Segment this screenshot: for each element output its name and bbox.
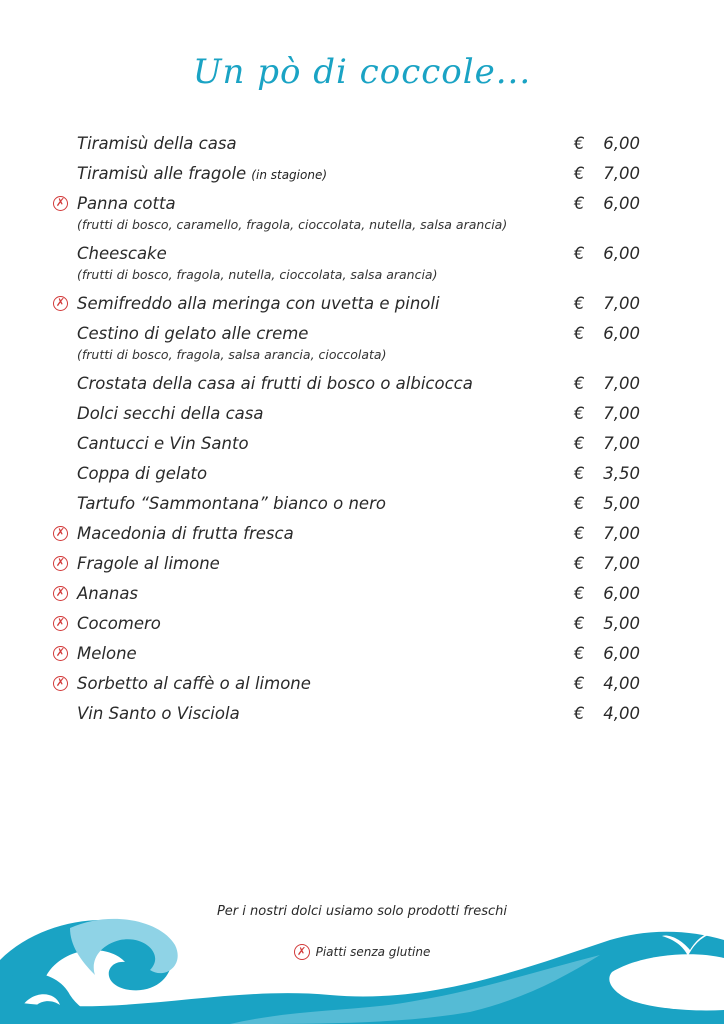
price-value: 7,00: [603, 524, 640, 543]
item-name: Macedonia di frutta fresca: [77, 524, 294, 543]
menu-item: [0, 552, 724, 576]
item-price: [574, 672, 640, 696]
menu-item: [0, 162, 724, 186]
menu-item: [0, 322, 724, 363]
gluten-free-icon: ✗: [53, 616, 68, 631]
gluten-free-icon: ✗: [53, 196, 68, 211]
menu-item: [0, 372, 724, 396]
item-description: (frutti di bosco, caramello, fragola, cioccolata, nutella, salsa arancia): [77, 217, 508, 232]
menu-item: [0, 672, 724, 696]
currency-symbol: €: [574, 464, 585, 483]
item-name: Crostata della casa ai frutti di bosco o albicocca: [77, 374, 473, 393]
item-price: [574, 372, 640, 396]
menu-title: Un pò di coccole...: [192, 52, 532, 92]
item-price: [574, 552, 640, 576]
price-value: 7,00: [603, 554, 640, 573]
item-price: [574, 612, 640, 636]
price-value: 6,00: [603, 324, 640, 343]
item-name: Cocomero: [77, 614, 161, 633]
item-price: [574, 192, 640, 216]
gluten-free-icon: ✗: [53, 526, 68, 541]
price-value: 5,00: [603, 614, 640, 633]
item-price: [574, 132, 640, 156]
item-name: Cestino di gelato alle creme: [77, 324, 309, 343]
currency-symbol: €: [574, 194, 585, 213]
item-price: [574, 582, 640, 606]
menu-item: [0, 132, 724, 156]
menu-item: [0, 642, 724, 666]
item-price: [574, 702, 640, 726]
item-name: Tartufo “Sammontana” bianco o nero: [77, 494, 386, 513]
price-value: 7,00: [603, 294, 640, 313]
menu-item: [0, 192, 724, 233]
currency-symbol: €: [574, 294, 585, 313]
gluten-free-icon: ✗: [53, 676, 68, 691]
gluten-free-icon: ✗: [294, 944, 310, 960]
item-price: [574, 432, 640, 456]
item-description: (frutti di bosco, fragola, salsa arancia, cioccolata): [77, 347, 387, 362]
menu-item: [0, 702, 724, 726]
price-value: 7,00: [603, 374, 640, 393]
item-name: Dolci secchi della casa: [77, 404, 264, 423]
item-name: Vin Santo o Visciola: [77, 704, 240, 723]
currency-symbol: €: [574, 644, 585, 663]
menu-item: [0, 462, 724, 486]
price-value: 6,00: [603, 244, 640, 263]
item-name: Cantucci e Vin Santo: [77, 434, 249, 453]
gluten-free-icon: ✗: [53, 586, 68, 601]
menu-item: [0, 432, 724, 456]
currency-symbol: €: [574, 494, 585, 513]
item-name: Cheescake: [77, 244, 167, 263]
price-value: 7,00: [603, 404, 640, 423]
item-name: Ananas: [77, 584, 139, 603]
menu-item: [0, 242, 724, 283]
price-value: 7,00: [603, 434, 640, 453]
gluten-free-icon: ✗: [53, 556, 68, 571]
menu-item: [0, 522, 724, 546]
item-name: Sorbetto al caffè o al limone: [77, 674, 311, 693]
item-price: [574, 462, 640, 486]
currency-symbol: €: [574, 404, 585, 423]
item-name: Fragole al limone: [77, 554, 220, 573]
menu-item: [0, 582, 724, 606]
item-note: (in stagione): [251, 168, 328, 182]
item-name: Semifreddo alla meringa con uvetta e pinoli: [77, 294, 440, 313]
menu-item: [0, 292, 724, 316]
gluten-free-icon: ✗: [53, 296, 68, 311]
currency-symbol: €: [574, 434, 585, 453]
item-name: Coppa di gelato: [77, 464, 208, 483]
currency-symbol: €: [574, 704, 585, 723]
item-price: [574, 492, 640, 516]
currency-symbol: €: [574, 374, 585, 393]
price-value: 4,00: [603, 674, 640, 693]
price-value: 3,50: [603, 464, 640, 483]
price-value: 6,00: [603, 194, 640, 213]
price-value: 6,00: [603, 644, 640, 663]
wave-decoration: [0, 900, 724, 1024]
item-price: [574, 522, 640, 546]
item-price: [574, 642, 640, 666]
menu-item: [0, 612, 724, 636]
item-name: Panna cotta: [77, 194, 176, 213]
gluten-free-icon: ✗: [53, 646, 68, 661]
item-price: [574, 322, 640, 346]
price-value: 6,00: [603, 134, 640, 153]
currency-symbol: €: [574, 584, 585, 603]
currency-symbol: €: [574, 554, 585, 573]
item-price: [574, 402, 640, 426]
currency-symbol: €: [574, 614, 585, 633]
item-name: Tiramisù alle fragole: [77, 164, 247, 183]
price-value: 5,00: [603, 494, 640, 513]
currency-symbol: €: [574, 134, 585, 153]
item-price: [574, 292, 640, 316]
item-description: (frutti di bosco, fragola, nutella, cioccolata, salsa arancia): [77, 267, 438, 282]
currency-symbol: €: [574, 524, 585, 543]
item-name: Melone: [77, 644, 137, 663]
currency-symbol: €: [574, 674, 585, 693]
currency-symbol: €: [574, 324, 585, 343]
menu-item: [0, 492, 724, 516]
price-value: 6,00: [603, 584, 640, 603]
footer-note: Per i nostri dolci usiamo solo prodotti freschi: [216, 904, 508, 919]
price-value: 4,00: [603, 704, 640, 723]
price-value: 7,00: [603, 164, 640, 183]
item-name: Tiramisù della casa: [77, 134, 237, 153]
item-price: [574, 242, 640, 266]
item-price: [574, 162, 640, 186]
currency-symbol: €: [574, 244, 585, 263]
menu-item: [0, 402, 724, 426]
legend-label: Piatti senza glutine: [315, 945, 431, 959]
currency-symbol: €: [574, 164, 585, 183]
